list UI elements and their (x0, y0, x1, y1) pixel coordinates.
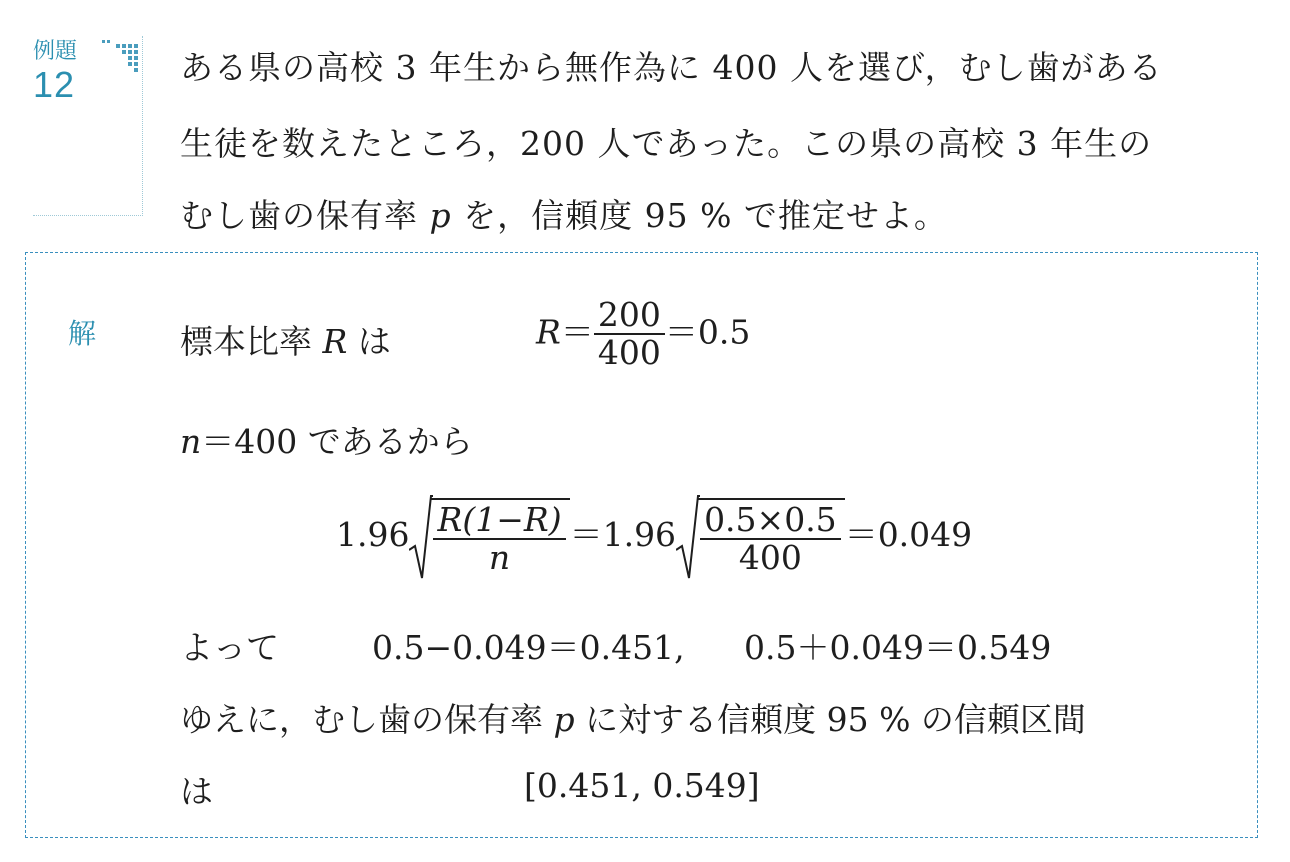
problem-line-2: 生徒を数えたところ，200 人であった。この県の高校 3 年生の (180, 124, 1153, 163)
fraction-200-400: $\frac{200}{400}$ (594, 297, 665, 372)
example-number: 12 (33, 64, 76, 105)
solution-label: 解 (68, 317, 97, 350)
step-margin-formula: 1.96 $\frac{R(1-R)}{n}$ ＝1.96 $\frac{0.5\times 0.5}{400}$ ＝0.049 (336, 494, 972, 580)
step-upper-bound: 0.5＋0.049＝0.549 (744, 628, 1052, 667)
dot-grid-icon (98, 38, 142, 74)
problem-line-3: むし歯の保有率 p を，信頼度 95 % で推定せよ。 (180, 196, 948, 235)
step-bounds-label: よって (180, 628, 279, 667)
sqrt-1: $\frac{R(1-R)}{n}$ (409, 494, 569, 580)
header-divider-horizontal (33, 215, 143, 216)
confidence-interval: [0.451, 0.549] (524, 766, 760, 805)
header-divider-vertical (142, 36, 143, 216)
step-sample-ratio-text: 標本比率 R は (180, 322, 391, 361)
step-interval-label: は (180, 772, 213, 811)
step-conclusion: ゆえに，むし歯の保有率 p に対する信頼度 95 % の信頼区間 (180, 700, 1086, 739)
step-sample-ratio-formula: R＝ $\frac{200}{400}$ ＝0.5 (536, 295, 751, 373)
step-lower-bound: 0.5−0.049＝0.451, (372, 628, 685, 667)
sqrt-2: $\frac{0.5\times 0.5}{400}$ (676, 494, 845, 580)
example-label: 例題 (33, 39, 78, 64)
step-n-value: n＝400 であるから (180, 422, 473, 461)
problem-line-1: ある県の高校 3 年生から無作為に 400 人を選び，むし歯がある (180, 48, 1163, 87)
